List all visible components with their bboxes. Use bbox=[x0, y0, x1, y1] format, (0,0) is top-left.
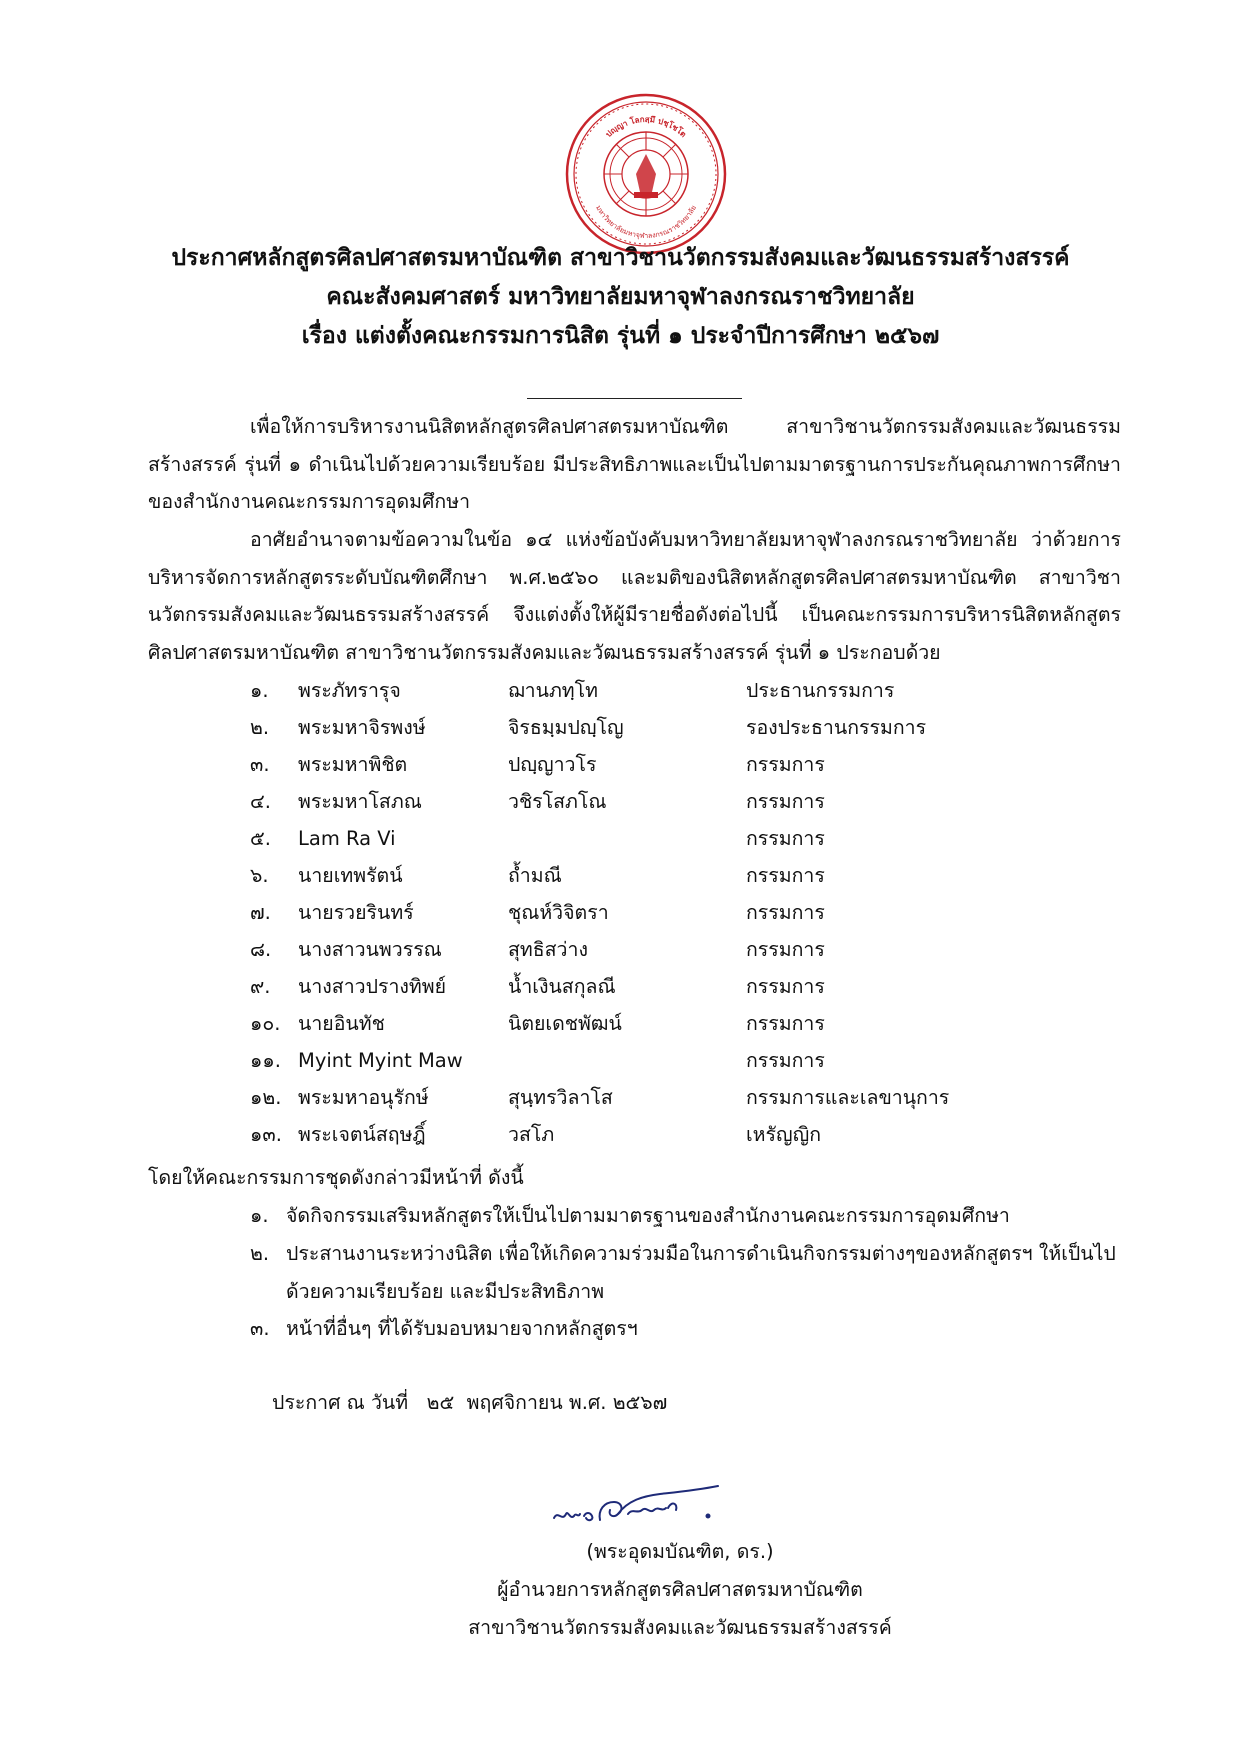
member-position: กรรมการ bbox=[746, 790, 825, 813]
member-number: ๑๐. bbox=[250, 1012, 281, 1035]
paragraph-purpose: เพื่อให้การบริหารงานนิสิตหลักสูตรศิลปศาสตรมหาบัณฑิต สาขาวิชานวัตกรรมสังคมและวัฒนธรรมสร้างสรรค์ รุ่นที่ ๑ ดำเนินไปด้วยความเรียบร้อย มีประสิทธิภาพและเป็นไปตามมาตรฐานการประกันคุณภาพการศึกษาของสำนักงานคณะกรรมการอุดมศึกษา bbox=[148, 415, 1121, 513]
member-name: พระมหาพิชิต bbox=[298, 753, 408, 776]
seal-bottom-text: มหาวิทยาลัยมหาจุฬาลงกรณราชวิทยาลัย bbox=[594, 204, 698, 241]
member-position: รองประธานกรรมการ bbox=[746, 716, 927, 739]
member-number: ๕. bbox=[250, 827, 271, 850]
member-position: กรรมการ bbox=[746, 864, 825, 887]
member-position: กรรมการ bbox=[746, 753, 825, 776]
member-surname: สุทธิสว่าง bbox=[508, 938, 588, 961]
member-number: ๘. bbox=[250, 938, 272, 961]
member-number: ๑๑. bbox=[250, 1049, 281, 1072]
duties-intro: โดยให้คณะกรรมการชุดดังกล่าวมีหน้าที่ ดังนี้ bbox=[148, 1166, 524, 1189]
university-seal-icon bbox=[564, 92, 728, 256]
title-line-3: เรื่อง แต่งตั้งคณะกรรมการนิสิต รุ่นที่ ๑ ประจำปีการศึกษา ๒๕๖๗ bbox=[301, 323, 940, 349]
duty-number: ๑. bbox=[250, 1204, 269, 1227]
duty-item bbox=[250, 1197, 1130, 1235]
title-underline bbox=[527, 398, 742, 399]
member-position: กรรมการ bbox=[746, 938, 825, 961]
member-surname: ชุณห์วิจิตรา bbox=[508, 901, 609, 924]
member-name: นางสาวปรางทิพย์ bbox=[298, 975, 447, 998]
member-name: พระมหาอนุรักษ์ bbox=[298, 1086, 429, 1109]
member-name: Lam Ra Vi bbox=[298, 827, 396, 850]
member-name: นายรวยรินทร์ bbox=[298, 901, 414, 924]
duty-item bbox=[250, 1310, 1130, 1348]
duty-text: ประสานงานระหว่างนิสิต เพื่อให้เกิดความร่วมมือในการดำเนินกิจกรรมต่างๆของหลักสูตรฯ ให้เป็นไปด้วยความเรียบร้อย และมีประสิทธิภาพ bbox=[286, 1242, 1116, 1303]
member-number: ๑. bbox=[250, 679, 269, 702]
member-number: ๑๒. bbox=[250, 1086, 282, 1109]
member-number: ๗. bbox=[250, 901, 271, 924]
member-number: ๙. bbox=[250, 975, 271, 998]
member-position: กรรมการ bbox=[746, 827, 825, 850]
member-position: กรรมการและเลขานุการ bbox=[746, 1086, 950, 1109]
member-position: ประธานกรรมการ bbox=[746, 679, 895, 702]
member-name: พระเจตน์สฤษฎิ์ bbox=[298, 1123, 426, 1146]
announce-date: ประกาศ ณ วันที่ ๒๕ พฤศจิกายน พ.ศ. ๒๕๖๗ bbox=[272, 1391, 668, 1414]
member-position: กรรมการ bbox=[746, 1049, 825, 1072]
duty-item bbox=[250, 1235, 1130, 1310]
signature-text: พระ อุดมบัณฑิต bbox=[548, 1534, 556, 1535]
member-surname: น้ำเงินสกุลณี bbox=[508, 975, 616, 998]
signer-name: (พระอุดมบัณฑิต, ดร.) bbox=[586, 1540, 774, 1563]
member-position: กรรมการ bbox=[746, 901, 825, 924]
member-surname: จิรธมฺมปญฺโญ bbox=[508, 716, 624, 739]
member-surname: วสโภ bbox=[508, 1123, 555, 1146]
member-surname: ถ้ำมณี bbox=[508, 864, 562, 887]
duty-number: ๒. bbox=[250, 1242, 270, 1265]
member-position: กรรมการ bbox=[746, 975, 825, 998]
member-name: Myint Myint Maw bbox=[298, 1049, 463, 1072]
member-number: ๓. bbox=[250, 753, 270, 776]
member-position: กรรมการ bbox=[746, 1012, 825, 1035]
member-name: พระมหาโสภณ bbox=[298, 790, 422, 813]
member-number: ๒. bbox=[250, 716, 270, 739]
member-surname: นิตยเดชพัฒน์ bbox=[508, 1012, 622, 1035]
member-number: ๑๓. bbox=[250, 1123, 282, 1146]
handwritten-signature-icon bbox=[548, 1480, 728, 1536]
seal-top-text: ปญฺญา โลกสฺมึ ปชฺโชโต bbox=[603, 114, 689, 140]
member-position: เหรัญญิก bbox=[746, 1123, 822, 1146]
signer-title-1: ผู้อำนวยการหลักสูตรศิลปศาสตรมหาบัณฑิต bbox=[497, 1578, 863, 1601]
member-name: นางสาวนพวรรณ bbox=[298, 938, 442, 961]
paragraph-authority: อาศัยอำนาจตามข้อความในข้อ ๑๔ แห่งข้อบังคับมหาวิทยาลัยมหาจุฬาลงกรณราชวิทยาลัย ว่าด้วยการบริหารจัดการหลักสูตรระดับบัณฑิตศึกษา พ.ศ.๒๕๖๐ และมติของนิสิตหลักสูตรศิลปศาสตรมหาบัณฑิต สาขาวิชานวัตกรรมสังคมและวัฒนธรรมสร้างสรรค์ จึงแต่งตั้งให้ผู้มีรายชื่อดังต่อไปนี้ เป็นคณะกรรมการบริหารนิสิตหลักสูตรศิลปศาสตรมหาบัณฑิต สาขาวิชานวัตกรรมสังคมและวัฒนธรรมสร้างสรรค์ รุ่นที่ ๑ ประกอบด้วย bbox=[148, 528, 1121, 664]
member-name: นายเทพรัตน์ bbox=[298, 864, 403, 887]
title-line-2: คณะสังคมศาสตร์ มหาวิทยาลัยมหาจุฬาลงกรณราชวิทยาลัย bbox=[326, 284, 915, 310]
duty-number: ๓. bbox=[250, 1317, 270, 1340]
member-number: ๔. bbox=[250, 790, 271, 813]
title-line-1: ประกาศหลักสูตรศิลปศาสตรมหาบัณฑิต สาขาวิชานวัตกรรมสังคมและวัฒนธรรมสร้างสรรค์ bbox=[171, 245, 1070, 271]
member-name: นายอินทัช bbox=[298, 1012, 385, 1035]
member-surname: ปญฺญาวโร bbox=[508, 753, 597, 776]
member-surname: สุนฺทรวิลาโส bbox=[508, 1086, 613, 1109]
member-number: ๖. bbox=[250, 864, 269, 887]
duty-text: หน้าที่อื่นๆ ที่ได้รับมอบหมายจากหลักสูตรฯ bbox=[286, 1317, 638, 1340]
member-surname: ฌานภทฺโท bbox=[508, 679, 598, 702]
member-name: พระมหาจิรพงษ์ bbox=[298, 716, 426, 739]
duty-text: จัดกิจกรรมเสริมหลักสูตรให้เป็นไปตามมาตรฐานของสำนักงานคณะกรรมการอุดมศึกษา bbox=[286, 1204, 1010, 1227]
member-name: พระภัทรารุจ bbox=[298, 679, 401, 702]
signer-title-2: สาขาวิชานวัตกรรมสังคมและวัฒนธรรมสร้างสรรค์ bbox=[468, 1616, 892, 1639]
member-surname: วชิรโสภโณ bbox=[508, 790, 607, 813]
